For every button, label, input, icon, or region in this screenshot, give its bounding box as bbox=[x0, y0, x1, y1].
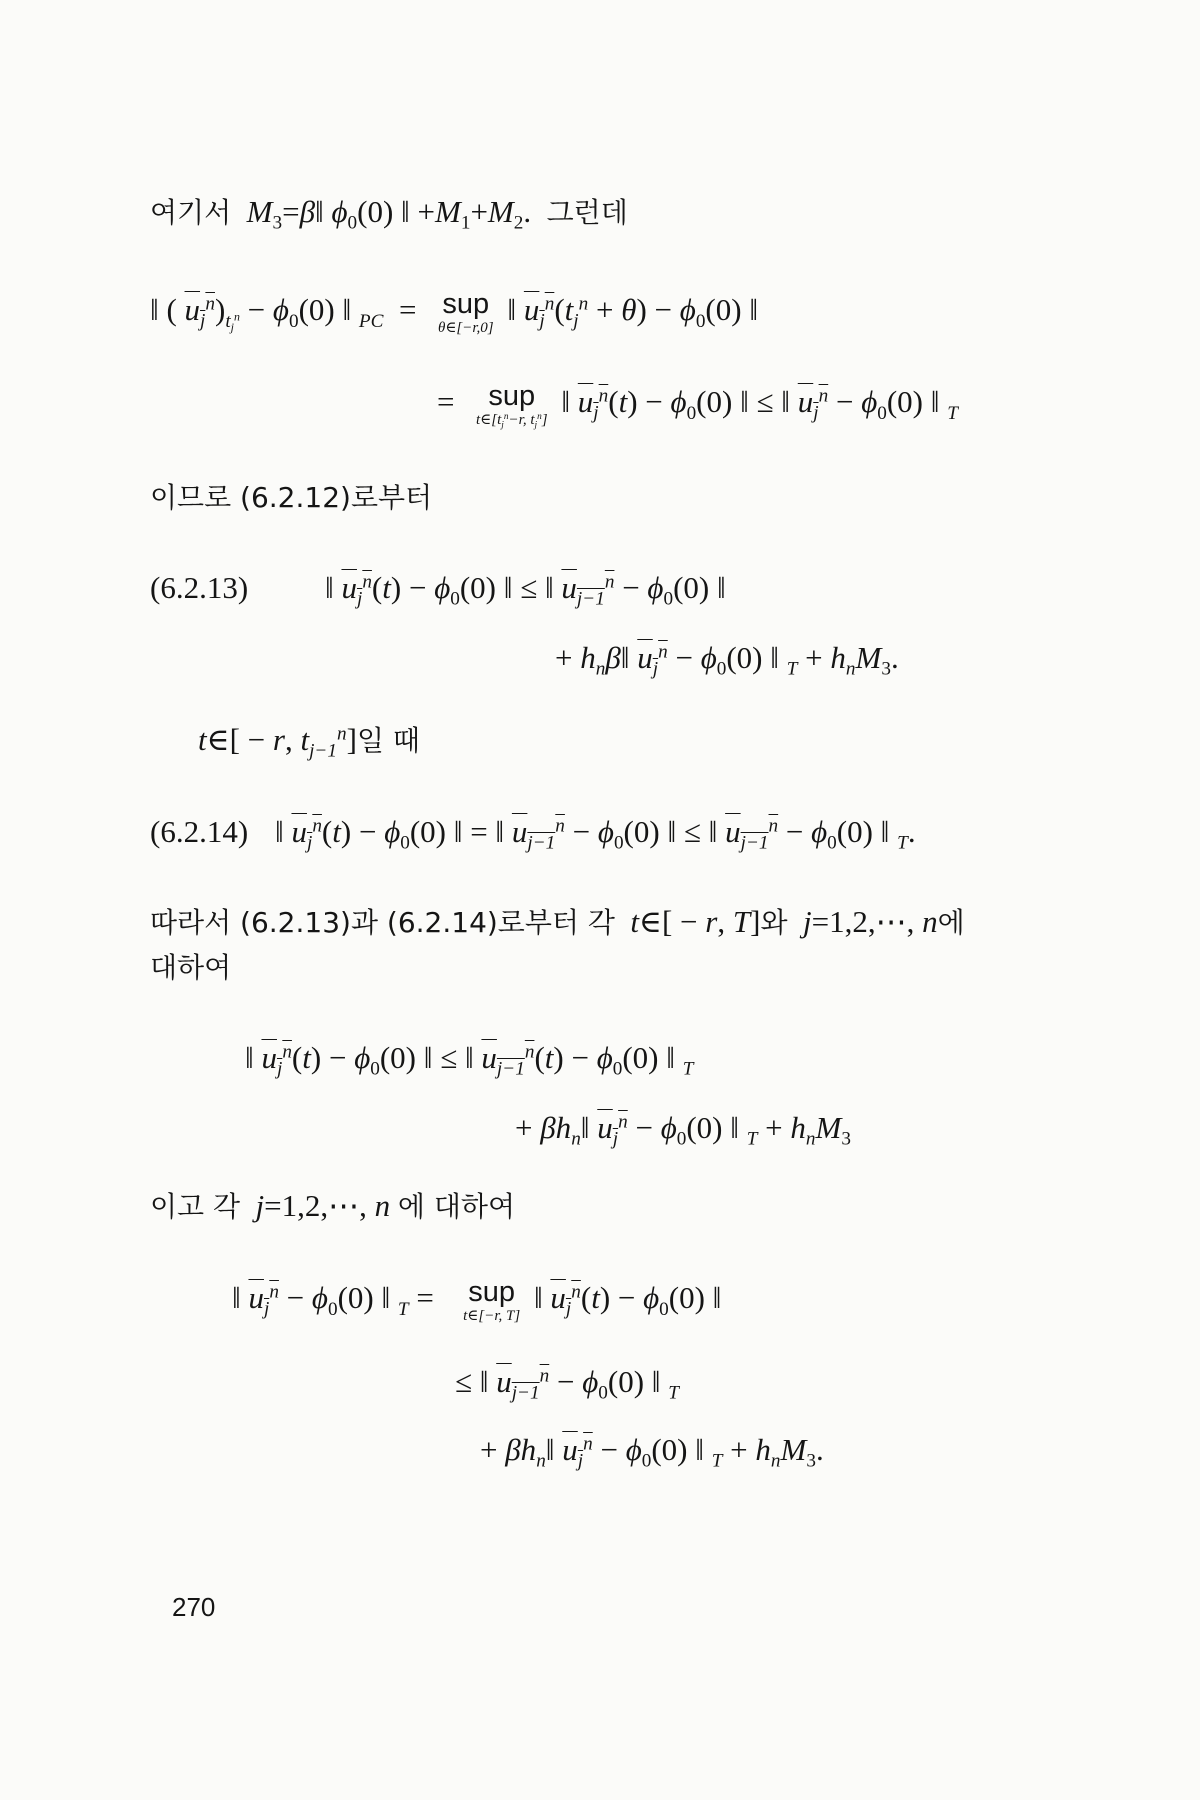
equation-number: (6.2.14) bbox=[150, 814, 249, 849]
sup-operator: sup bbox=[468, 1276, 516, 1308]
text-line: 따라서 (6.2.13)과 (6.2.14)로부터 각 t∈[ − r, T]와 j=1,2,⋯, n에 bbox=[150, 904, 965, 939]
equation-line: + $\beta h_n‖$ $u_j^n - \phi_0(0)$ ‖ $_T + h_nM_3$. bbox=[480, 1432, 824, 1472]
korean-text: 에 대하여 bbox=[397, 1190, 515, 1223]
sup-operator: sup bbox=[488, 380, 536, 412]
equation-line: ‖ $u_j^n(t) - \phi_0(0)$ ‖ ≤ ‖ $u_{j-1}^n(t) - \phi_0(0)$ ‖ $_T$ bbox=[245, 1040, 694, 1080]
korean-text: 일 때 bbox=[356, 724, 420, 757]
equation-line: ‖ $u_j^n(t) - \phi_0(0)$ ‖ ≤ ‖ $u_{j-1}^n - \phi_0(0)$ ‖ bbox=[325, 570, 726, 610]
equation-line: ≤ ‖ $u_{j-1}^n - \phi_0(0)$ ‖ $_T$ bbox=[455, 1364, 679, 1404]
korean-text: 여기서 bbox=[150, 196, 232, 229]
equation-line: ‖ ( $u_j^n)_{t_j^n} - \phi_0(0)$ ‖ $_{PC}$ = sup θ∈[−r,0] ‖ $u_j^n(t_j^n + \theta) - \phi_0(0)$ ‖ bbox=[150, 288, 759, 336]
text-line: 이므로 (6.2.12)로부터 bbox=[150, 481, 433, 514]
equation-line: ‖ $u_j^n - \phi_0(0)$ ‖ $_T$ = sup t∈[−r, T] ‖ $u_j^n(t) - \phi_0(0)$ ‖ bbox=[232, 1276, 722, 1324]
equation-line: + $h_n\beta‖$ $u_j^n - \phi_0(0)$ ‖ $_T + h_nM_3$. bbox=[555, 640, 899, 680]
text-line: 대하여 bbox=[150, 951, 232, 984]
text-line-definition: 여기서 $M_3=\beta‖$ $\phi_0(0)$ ‖ $+M_1+M_2$. 그런데 bbox=[150, 194, 628, 234]
korean-text: 에 bbox=[937, 906, 965, 939]
text-line: t∈[ − r, $t_{j-1}^n$]일 때 bbox=[198, 722, 420, 762]
korean-text: 이고 각 bbox=[150, 1190, 241, 1223]
sup-operator: sup bbox=[442, 288, 490, 320]
korean-text: 따라서 (6.2.13)과 (6.2.14)로부터 각 bbox=[150, 906, 615, 939]
korean-text: 와 bbox=[760, 906, 788, 939]
page-number: 270 bbox=[172, 1592, 216, 1622]
text-line: 이고 각 j=1,2,⋯, n 에 대하여 bbox=[150, 1188, 515, 1223]
korean-text: 그런데 bbox=[546, 196, 628, 229]
equation-line: + $\beta h_n‖$ $u_j^n - \phi_0(0)$ ‖ $_T + h_nM_3$ bbox=[515, 1110, 851, 1150]
equation-line: ‖ $u_j^n(t) - \phi_0(0)$ ‖ = ‖ $u_{j-1}^n - \phi_0(0)$ ‖ ≤ ‖ $u_{j-1}^n - \phi_0(0)$ ‖ $_T$. bbox=[275, 814, 916, 854]
equation-line: = sup $t\in[t_j^n-r$, $t_j^n$] ‖ $u_j^n(t) - \phi_0(0)$ ‖ ≤ ‖ $u_j^n - \phi_0(0)$ ‖ $_T$ bbox=[437, 380, 958, 431]
equation-number: (6.2.13) bbox=[150, 570, 249, 605]
